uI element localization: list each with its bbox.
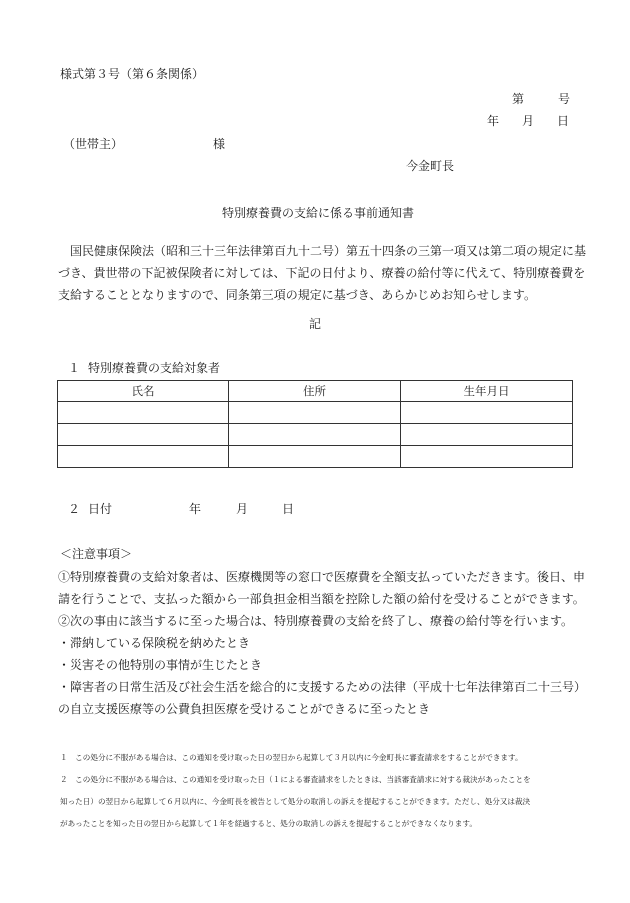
footnote-1: １ この処分に不服がある場合は、この通知を受け取った日の翌日から起算して３月以内に今金町長に審査請求をすることができます。 [60, 753, 523, 762]
section1-heading: 特別療養費の支給対象者 [88, 361, 221, 375]
column-header-name: 氏名 [58, 381, 229, 402]
body-line: 支給することとなりますので、同条第三項の規定に基づき、あらかじめお知らせします。 [58, 288, 536, 302]
doc-number-dai: 第 [512, 92, 525, 106]
note-line: ・障害者の日常生活及び社会生活を総合的に支援するための法律（平成十七年法律第百二十三号） [58, 680, 587, 694]
table-cell [401, 446, 573, 468]
table-cell [229, 402, 401, 424]
section2-day: 日 [282, 502, 295, 516]
eligible-persons-table [57, 380, 573, 468]
section1-number: １ [68, 361, 81, 375]
recipient-sama: 様 [213, 137, 226, 151]
table-header-row [58, 381, 573, 402]
note-line: ・災害その他特別の事情が生じたとき [58, 658, 263, 672]
note-line: 請を行うことで、支払った額から一部負担金相当額を控除した額の給付を受けることができます。 [58, 592, 585, 606]
table-row [58, 446, 573, 468]
issuer: 今金町長 [406, 159, 455, 173]
table-cell [401, 424, 573, 446]
table-cell [229, 424, 401, 446]
note-line: の自立支援医療等の公費負担医療を受けることができるに至ったとき [58, 702, 431, 716]
footnote-2-cont: 知った日）の翌日から起算して６月以内に、今金町長を被告として処分の取消しの訴えを提起することができます。ただし、処分又は裁決 [60, 797, 531, 806]
date-day: 日 [557, 114, 570, 128]
column-header-birthdate: 生年月日 [401, 381, 573, 402]
table-cell [58, 424, 229, 446]
note-line: ②次の事由に該当するに至った場合は、特別療養費の支給を終了し、療養の給付等を行います。 [58, 614, 574, 628]
form-number: 様式第３号（第６条関係） [60, 67, 205, 81]
section2-month: 月 [236, 502, 249, 516]
recipient-label: （世帯主） [63, 137, 124, 151]
table-cell [58, 402, 229, 424]
note-line: ①特別療養費の支給対象者は、医療機関等の窓口で医療費を全額支払っていただきます。後日、申 [58, 570, 586, 584]
column-header-address: 住所 [229, 381, 401, 402]
table-row [58, 424, 573, 446]
body-line: 国民健康保険法（昭和三十三年法律第百九十二号）第五十四条の三第一項又は第二項の規定に基 [58, 244, 587, 258]
document-title: 特別療養費の支給に係る事前通知書 [222, 206, 415, 220]
section2-label: 日付 [88, 502, 113, 516]
notes-heading: ＜注意事項＞ [60, 547, 133, 561]
notes-list [58, 566, 586, 720]
body-line: づき、貴世帯の下記被保険者に対しては、下記の日付より、療養の給付等に代えて、特別療養費を [58, 266, 586, 280]
table-cell [401, 402, 573, 424]
ki-mark: 記 [309, 317, 322, 331]
doc-number-go: 号 [558, 92, 571, 106]
footnotes [60, 752, 531, 829]
section2-year: 年 [189, 502, 202, 516]
table-row [58, 402, 573, 424]
note-line: ・滞納している保険税を納めたとき [58, 636, 251, 650]
table-cell [229, 446, 401, 468]
footnote-2-cont: があったことを知った日の翌日から起算して１年を経過すると、処分の取消しの訴えを提起することができなくなります。 [60, 819, 477, 828]
footnote-2: ２ この処分に不服がある場合は、この通知を受け取った日（１による審査請求をしたときは、当該審査請求に対する裁決があったことを [60, 775, 531, 784]
date-month: 月 [522, 114, 535, 128]
section2-number: ２ [68, 502, 81, 516]
table-cell [58, 446, 229, 468]
date-year: 年 [487, 114, 500, 128]
body-text [58, 240, 586, 306]
